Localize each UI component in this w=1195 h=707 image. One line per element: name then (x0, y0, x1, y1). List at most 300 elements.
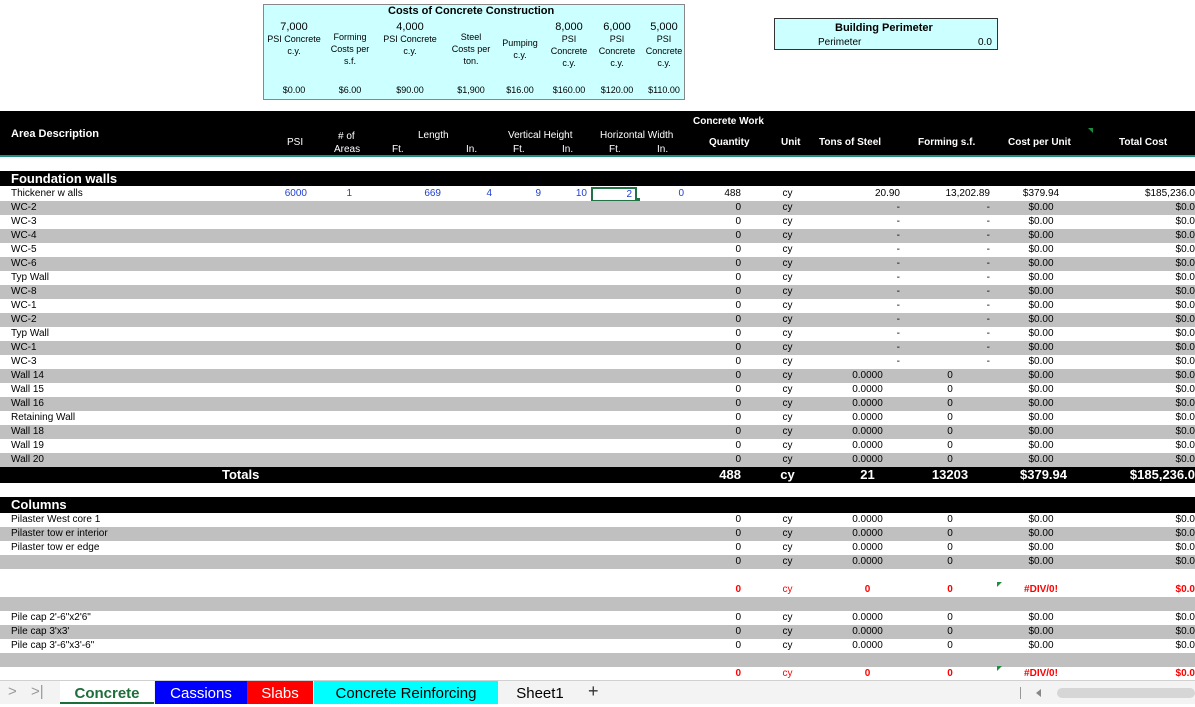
total-cost-value: $0.0 (1175, 286, 1195, 297)
total-cost-value: $0.0 (1175, 398, 1195, 409)
quantity-value: 0 (735, 314, 741, 325)
total-cost-value: $0.0 (1175, 300, 1195, 311)
cost-per-unit-value: $0.00 (1028, 528, 1054, 539)
cost-header-line: c.y. (403, 46, 417, 56)
quantity-value: 0 (735, 542, 741, 553)
unit-value: cy (782, 202, 793, 213)
steel-value: - (896, 314, 900, 325)
forming-value: - (986, 202, 990, 213)
area-name[interactable]: Wall 14 (11, 370, 44, 381)
forming-value: - (986, 244, 990, 255)
cost-header-line: c.y. (513, 50, 527, 60)
forming-value: 0 (947, 542, 953, 553)
cost-per-unit-value: $0.00 (1028, 426, 1054, 437)
total-cost-value: $0.0 (1175, 370, 1195, 381)
add-sheet-button[interactable]: + (588, 681, 599, 701)
area-name[interactable]: WC-6 (11, 258, 37, 269)
quantity-value: 0 (735, 640, 741, 651)
unit-value: cy (782, 370, 793, 381)
error-indicator (997, 582, 1002, 587)
cost-header-line: Concrete (598, 46, 636, 56)
header-areas-2: Areas (334, 144, 361, 155)
steel-value: - (896, 300, 900, 311)
steel-value: 0.0000 (852, 528, 883, 539)
comment-marker (1088, 128, 1093, 133)
quantity-value: 0 (735, 342, 741, 353)
area-name[interactable]: Wall 18 (11, 426, 44, 437)
table-row[interactable] (0, 243, 1195, 257)
forming-value: - (986, 216, 990, 227)
header-hw-in: In. (657, 144, 669, 155)
table-row[interactable] (0, 541, 1195, 555)
area-name[interactable]: Wall 19 (11, 440, 44, 451)
unit-value: cy (782, 454, 793, 465)
cost-header-line: PSI (609, 34, 625, 44)
columns-section-band (0, 497, 1195, 513)
steel-value: 0.0000 (852, 398, 883, 409)
selected-cell-horizontal-width-ft[interactable]: 2 (591, 187, 637, 202)
total-cost-value: $0.0 (1175, 356, 1195, 367)
cost-header-line: Costs per (330, 44, 370, 54)
cost-per-unit-value: $0.00 (1028, 440, 1054, 451)
cost-header-line: PSI (561, 34, 577, 44)
cost-per-unit-value: $0.00 (1028, 342, 1054, 353)
cost-per-unit-value: $0.00 (1028, 412, 1054, 423)
table-row[interactable] (0, 215, 1195, 229)
perimeter-value[interactable]: 0.0 (978, 37, 992, 48)
area-name[interactable]: WC-5 (11, 244, 37, 255)
steel-value: 0.0000 (852, 384, 883, 395)
total-cost-value: $0.0 (1175, 412, 1195, 423)
forming-value: 0 (947, 426, 953, 437)
steel-value: 0.0000 (852, 542, 883, 553)
quantity-value: 0 (735, 412, 741, 423)
table-row[interactable] (0, 201, 1195, 215)
area-name[interactable]: WC-1 (11, 342, 37, 353)
totals-quantity: 488 (719, 467, 741, 482)
unit-value: cy (782, 272, 793, 283)
header-quantity: Quantity (709, 137, 750, 148)
area-name[interactable]: WC-3 (11, 216, 37, 227)
total-cost-value: $185,236.0 (1144, 188, 1195, 199)
cost-per-unit-value: $0.00 (1028, 542, 1054, 553)
cost-panel-title: Costs of Concrete Construction (388, 5, 555, 17)
cost-header-top: 4,000 (396, 21, 424, 33)
unit-value: cy (782, 412, 793, 423)
subtotal-quantity: 0 (735, 584, 741, 595)
total-cost-value: $0.0 (1175, 342, 1195, 353)
cost-header-top: 6,000 (603, 21, 631, 33)
steel-value: - (896, 328, 900, 339)
steel-value: 0.0000 (852, 556, 883, 567)
steel-value: 0.0000 (852, 454, 883, 465)
spacer-row (0, 653, 1195, 667)
forming-value: - (986, 272, 990, 283)
steel-value: - (896, 272, 900, 283)
cost-per-unit-value: $0.00 (1028, 370, 1054, 381)
column-header-band (0, 111, 1195, 155)
perimeter-label: Perimeter (818, 37, 862, 48)
area-name[interactable]: Typ Wall (11, 328, 49, 339)
cost-value[interactable]: $16.00 (506, 85, 534, 95)
quantity-value: 0 (735, 370, 741, 381)
cost-value[interactable]: $1,900 (457, 85, 485, 95)
forming-value: - (986, 356, 990, 367)
subtotal-steel: 0 (864, 584, 871, 595)
psi-value[interactable]: 6000 (284, 188, 307, 199)
quantity-value: 0 (735, 202, 741, 213)
area-name[interactable]: Typ Wall (11, 272, 49, 283)
unit-value: cy (782, 244, 793, 255)
cost-header-line: PSI Concrete (383, 34, 437, 44)
table-row[interactable] (0, 639, 1195, 653)
area-name[interactable]: Pile cap 3'-6"x3'-6" (11, 640, 95, 651)
tab-nav-last[interactable]: >| (31, 683, 44, 700)
cost-per-unit-value: $0.00 (1028, 384, 1054, 395)
steel-value: - (896, 244, 900, 255)
subtotal-quantity: 0 (735, 668, 741, 679)
totals-label: Totals (222, 467, 260, 482)
cost-header-top: 8,000 (555, 21, 583, 33)
total-cost-value: $0.0 (1175, 626, 1195, 637)
cost-per-unit-value: $379.94 (1022, 188, 1060, 199)
table-row[interactable] (0, 453, 1195, 467)
cost-per-unit-value: $0.00 (1028, 202, 1054, 213)
total-cost-value: $0.0 (1175, 640, 1195, 651)
unit-value: cy (782, 626, 793, 637)
unit-value: cy (782, 398, 793, 409)
forming-value: 0 (947, 412, 953, 423)
forming-value: 0 (947, 454, 953, 465)
error-indicator (997, 666, 1002, 671)
cost-per-unit-value: $0.00 (1028, 258, 1054, 269)
cost-header-line: c.y. (562, 58, 576, 68)
steel-value: 0.0000 (852, 514, 883, 525)
subtotal-forming: 0 (947, 668, 953, 679)
tab-nav-prev[interactable]: > (8, 683, 17, 700)
cost-header-top: 7,000 (280, 21, 308, 33)
sheet-tab-bar (0, 680, 1195, 704)
header-horizontal-width: Horizontal Width (600, 130, 674, 141)
cost-header-line: c.y. (657, 58, 671, 68)
steel-value: - (896, 230, 900, 241)
quantity-value: 0 (735, 244, 741, 255)
header-unit: Unit (781, 137, 801, 148)
quantity-value: 0 (735, 328, 741, 339)
header-length-ft: Ft. (392, 144, 404, 155)
table-row[interactable] (0, 229, 1195, 243)
cost-value[interactable]: $90.00 (396, 85, 424, 95)
forming-value: - (986, 328, 990, 339)
cost-per-unit-value: $0.00 (1028, 454, 1054, 465)
subtotal-cost-per-unit: #DIV/0! (1024, 584, 1058, 595)
cost-value[interactable]: $110.00 (648, 85, 680, 95)
subtotal-cost-per-unit: #DIV/0! (1024, 668, 1058, 679)
header-cost-per-unit: Cost per Unit (1008, 137, 1071, 148)
header-total-cost: Total Cost (1119, 137, 1168, 148)
header-length: Length (418, 130, 449, 141)
header-area-description: Area Description (11, 128, 100, 140)
cost-header-line: ton. (463, 56, 479, 66)
header-areas-1: # of (338, 131, 355, 142)
steel-value: 0.0000 (852, 640, 883, 651)
header-forming-sf: Forming s.f. (918, 137, 976, 148)
cost-per-unit-value: $0.00 (1028, 314, 1054, 325)
unit-value: cy (782, 528, 793, 539)
cost-header-line: Costs per (451, 44, 491, 54)
quantity-value: 0 (735, 626, 741, 637)
steel-value: 0.0000 (852, 626, 883, 637)
table-row[interactable] (0, 285, 1195, 299)
quantity-value: 0 (735, 272, 741, 283)
forming-value: 13,202.89 (945, 188, 990, 199)
unit-value: cy (782, 216, 793, 227)
forming-value: 0 (947, 514, 953, 525)
area-name[interactable]: Wall 20 (11, 454, 44, 465)
table-row[interactable] (0, 355, 1195, 369)
quantity-value: 0 (735, 528, 741, 539)
area-name[interactable]: Pilaster tow er edge (11, 542, 100, 553)
header-tons-steel: Tons of Steel (819, 137, 882, 148)
tab-concrete[interactable]: Concrete (60, 681, 154, 704)
cost-per-unit-value: $0.00 (1028, 328, 1054, 339)
table-row[interactable] (0, 397, 1195, 411)
quantity-value: 0 (735, 230, 741, 241)
table-row[interactable] (0, 271, 1195, 285)
area-name[interactable]: Pile cap 3'x3' (11, 626, 70, 637)
perimeter-title: Building Perimeter (835, 22, 933, 34)
total-cost-value: $0.0 (1175, 230, 1195, 241)
steel-value: - (896, 356, 900, 367)
steel-value: 0.0000 (852, 412, 883, 423)
table-row[interactable] (0, 625, 1195, 639)
horizontal-width-in[interactable]: 0 (678, 188, 684, 199)
subtotal-unit: cy (782, 584, 793, 595)
total-cost-value: $0.0 (1175, 216, 1195, 227)
table-row[interactable] (0, 411, 1195, 425)
header-vertical-height: Vertical Height (508, 130, 573, 141)
totals-unit: cy (780, 467, 795, 482)
forming-value: 0 (947, 556, 953, 567)
totals-steel: 21 (860, 467, 875, 482)
area-name[interactable]: Pilaster West core 1 (11, 514, 101, 525)
forming-value: - (986, 314, 990, 325)
table-row[interactable] (0, 299, 1195, 313)
table-row[interactable] (0, 513, 1195, 527)
forming-value: - (986, 258, 990, 269)
cost-header-line: Concrete (645, 46, 683, 56)
cost-header-line: PSI (656, 34, 672, 44)
cost-per-unit-value: $0.00 (1028, 272, 1054, 283)
steel-value: - (896, 286, 900, 297)
area-name[interactable]: WC-4 (11, 230, 37, 241)
unit-value: cy (782, 328, 793, 339)
table-row[interactable] (0, 369, 1195, 383)
table-row[interactable] (0, 439, 1195, 453)
steel-value: 20.90 (874, 188, 900, 199)
cost-header-line: PSI Concrete (267, 34, 321, 44)
table-row[interactable] (0, 313, 1195, 327)
forming-value: 0 (947, 440, 953, 451)
total-cost-value: $0.0 (1175, 556, 1195, 567)
tab-slabs[interactable]: Slabs (247, 681, 313, 704)
totals-row (0, 467, 1195, 483)
total-cost-value: $0.0 (1175, 258, 1195, 269)
header-psi: PSI (287, 137, 304, 148)
horizontal-scrollbar-thumb[interactable] (1057, 688, 1195, 698)
quantity-value: 0 (735, 612, 741, 623)
quantity-value: 0 (735, 426, 741, 437)
steel-value: 0.0000 (852, 612, 883, 623)
cost-value[interactable]: $6.00 (338, 85, 362, 95)
unit-value: cy (782, 342, 793, 353)
total-cost-value: $0.0 (1175, 314, 1195, 325)
total-cost-value: $0.0 (1175, 514, 1195, 525)
unit-value: cy (782, 356, 793, 367)
area-name[interactable]: Pilaster tow er interior (11, 528, 108, 539)
table-row[interactable] (0, 327, 1195, 341)
area-name[interactable]: WC-2 (11, 314, 37, 325)
cost-per-unit-value: $0.00 (1028, 640, 1054, 651)
steel-value: 0.0000 (852, 426, 883, 437)
length-ft[interactable]: 669 (424, 188, 441, 199)
tab-cassions[interactable]: Cassions (155, 681, 247, 704)
pile-caps-subtotal-row (0, 667, 1195, 681)
quantity-value: 0 (735, 440, 741, 451)
unit-value: cy (782, 612, 793, 623)
quantity-value: 0 (735, 514, 741, 525)
area-name[interactable]: Retaining Wall (11, 412, 76, 423)
steel-value: - (896, 258, 900, 269)
header-teal-line (0, 155, 1195, 157)
quantity-value: 0 (735, 454, 741, 465)
tab-sheet1[interactable]: Sheet1 (498, 681, 582, 704)
cost-value[interactable]: $120.00 (600, 85, 634, 95)
total-cost-value: $0.0 (1175, 328, 1195, 339)
scrollbar-divider[interactable] (1020, 687, 1021, 699)
steel-value: 0.0000 (852, 370, 883, 381)
forming-value: 0 (947, 528, 953, 539)
totals-forming: 13203 (931, 467, 969, 482)
totals-total-cost: $185,236.0 (1129, 467, 1195, 482)
areas-value[interactable]: 1 (346, 188, 352, 199)
forming-value: - (986, 342, 990, 353)
unit-value: cy (782, 440, 793, 451)
table-row[interactable] (0, 383, 1195, 397)
quantity-value: 0 (735, 556, 741, 567)
subtotal-unit: cy (782, 668, 793, 679)
unit-value: cy (782, 556, 793, 567)
quantity-value: 0 (735, 300, 741, 311)
cost-per-unit-value: $0.00 (1028, 356, 1054, 367)
unit-value: cy (782, 286, 793, 297)
vertical-height-in[interactable]: 10 (575, 188, 587, 199)
unit-value: cy (782, 514, 793, 525)
cost-header-top: 5,000 (650, 21, 678, 33)
subtotal-steel: 0 (864, 668, 871, 679)
cost-per-unit-value: $0.00 (1028, 300, 1054, 311)
forming-value: 0 (947, 640, 953, 651)
header-hw-ft: Ft. (609, 144, 621, 155)
unit-value: cy (782, 188, 793, 199)
area-name[interactable]: Wall 16 (11, 398, 44, 409)
area-name[interactable]: Wall 15 (11, 384, 44, 395)
total-cost-value: $0.0 (1175, 542, 1195, 553)
cost-per-unit-value: $0.00 (1028, 612, 1054, 623)
table-row[interactable] (0, 425, 1195, 439)
table-row[interactable] (0, 341, 1195, 355)
header-length-in: In. (466, 144, 478, 155)
cost-header-line: Pumping (502, 38, 538, 48)
forming-value: 0 (947, 384, 953, 395)
cost-per-unit-value: $0.00 (1028, 626, 1054, 637)
table-row[interactable] (0, 187, 1195, 201)
area-name[interactable]: Thickener w alls (11, 188, 83, 199)
header-vh-in: In. (562, 144, 574, 155)
quantity-value: 0 (735, 356, 741, 367)
header-concrete-work: Concrete Work (693, 116, 764, 127)
length-in[interactable]: 4 (486, 188, 492, 199)
unit-value: cy (782, 230, 793, 241)
forming-value: - (986, 286, 990, 297)
header-vh-ft: Ft. (513, 144, 525, 155)
cost-header-line: Forming (333, 32, 367, 42)
area-name[interactable]: WC-1 (11, 300, 37, 311)
table-row[interactable] (0, 527, 1195, 541)
cost-per-unit-value: $0.00 (1028, 216, 1054, 227)
table-row[interactable] (0, 555, 1195, 569)
steel-value: - (896, 216, 900, 227)
total-cost-value: $0.0 (1175, 454, 1195, 465)
table-row[interactable] (0, 611, 1195, 625)
area-name[interactable]: Pile cap 2'-6"x2'6" (11, 612, 91, 623)
columns-section-title: Columns (11, 497, 67, 512)
cost-per-unit-value: $0.00 (1028, 244, 1054, 255)
quantity-value: 0 (735, 286, 741, 297)
forming-value: - (986, 230, 990, 241)
total-cost-value: $0.0 (1175, 426, 1195, 437)
tab-concrete-reinforcing[interactable]: Concrete Reinforcing (314, 681, 498, 704)
cost-header-line: Concrete (550, 46, 588, 56)
totals-cost-per-unit: $379.94 (1020, 467, 1067, 482)
cost-value[interactable]: $0.00 (282, 85, 306, 95)
total-cost-value: $0.0 (1175, 272, 1195, 283)
total-cost-value: $0.0 (1175, 440, 1195, 451)
area-name[interactable]: WC-8 (11, 286, 37, 297)
cost-value[interactable]: $160.00 (552, 85, 586, 95)
unit-value: cy (782, 426, 793, 437)
area-name[interactable]: WC-2 (11, 202, 37, 213)
subtotal-forming: 0 (947, 584, 953, 595)
cost-per-unit-value: $0.00 (1028, 514, 1054, 525)
total-cost-value: $0.0 (1175, 528, 1195, 539)
area-name[interactable] (11, 555, 261, 569)
steel-value: - (896, 342, 900, 353)
table-row[interactable] (0, 257, 1195, 271)
cost-header-line: c.y. (610, 58, 624, 68)
scroll-left-arrow[interactable] (1036, 689, 1041, 697)
quantity-value: 0 (735, 398, 741, 409)
forming-value: 0 (947, 398, 953, 409)
vertical-height-ft[interactable]: 9 (535, 188, 541, 199)
cost-per-unit-value: $0.00 (1028, 286, 1054, 297)
forming-value: 0 (947, 612, 953, 623)
area-name[interactable]: WC-3 (11, 356, 37, 367)
quantity-value: 0 (735, 216, 741, 227)
cost-per-unit-value: $0.00 (1028, 230, 1054, 241)
unit-value: cy (782, 300, 793, 311)
unit-value: cy (782, 542, 793, 553)
